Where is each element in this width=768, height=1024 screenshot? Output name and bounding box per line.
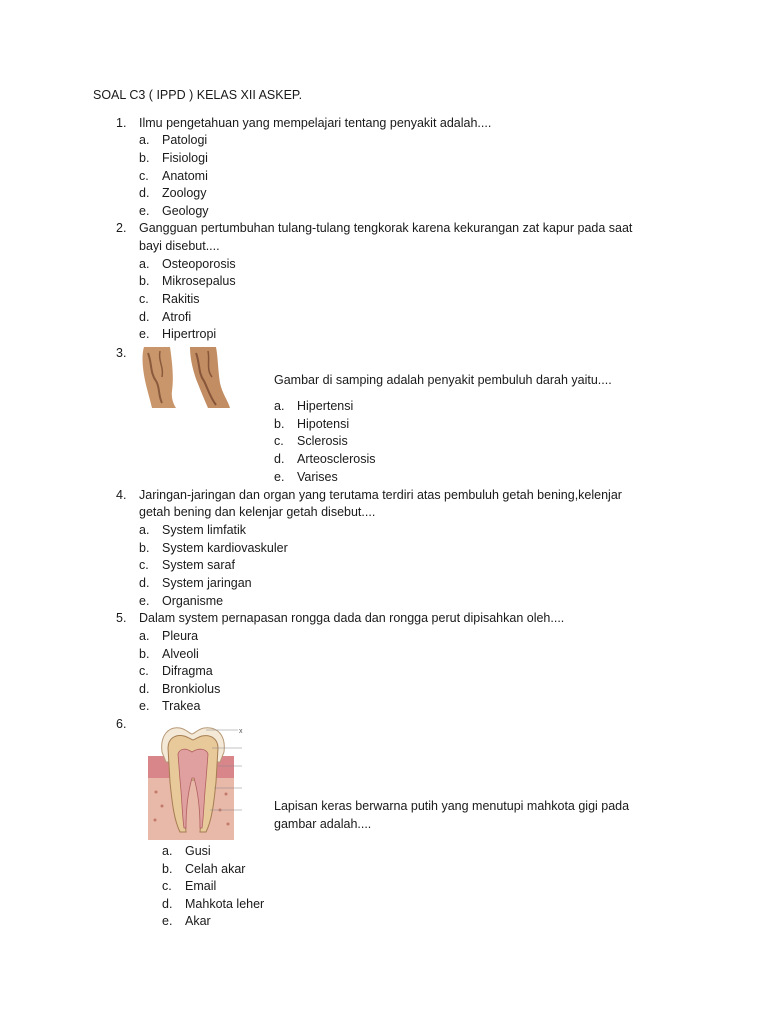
q3-option-c-letter: c. — [274, 434, 284, 448]
q3-option-e: Varises — [297, 470, 338, 484]
q2-option-a: Osteoporosis — [162, 257, 236, 271]
question-2-text-line2: bayi disebut.... — [139, 239, 220, 253]
q1-option-d: Zoology — [162, 186, 207, 200]
q6-option-c-letter: c. — [162, 879, 172, 893]
q5-option-c-letter: c. — [139, 664, 149, 678]
q5-option-d: Bronkiolus — [162, 682, 221, 696]
q1-option-a: Patologi — [162, 133, 208, 147]
q4-option-e: Organisme — [162, 594, 224, 608]
q5-option-b: Alveoli — [162, 647, 199, 661]
q1-option-c: Anatomi — [162, 169, 208, 183]
question-6-text-line2: gambar adalah.... — [274, 817, 372, 831]
q4-option-d-letter: d. — [139, 576, 150, 590]
figure-label-x: x — [239, 728, 243, 735]
q6-option-a-letter: a. — [162, 844, 173, 858]
q3-option-d-letter: d. — [274, 452, 285, 466]
question-1-text: Ilmu pengetahuan yang mempelajari tentang penyakit adalah.... — [139, 116, 492, 130]
q1-option-b-letter: b. — [139, 151, 150, 165]
q5-option-e-letter: e. — [139, 699, 150, 713]
varicose-legs-image — [130, 347, 232, 408]
q3-option-d: Arteosclerosis — [297, 452, 376, 466]
q2-option-e-letter: e. — [139, 327, 150, 341]
tooth-cross-section-image — [146, 722, 246, 840]
question-4-text-line1: Jaringan-jaringan dan organ yang terutama terdiri atas pembuluh getah bening,kelenjar — [139, 488, 622, 502]
q4-option-c: System saraf — [162, 558, 235, 572]
q6-option-e-letter: e. — [162, 914, 173, 928]
q3-option-a: Hipertensi — [297, 399, 354, 413]
q3-option-e-letter: e. — [274, 470, 285, 484]
q6-option-d: Mahkota leher — [185, 897, 265, 911]
q1-option-e: Geology — [162, 204, 209, 218]
question-6-text-line1: Lapisan keras berwarna putih yang menutupi mahkota gigi pada — [274, 799, 630, 813]
q5-option-d-letter: d. — [139, 682, 150, 696]
question-3-number: 3. — [116, 346, 127, 360]
question-3-text: Gambar di samping adalah penyakit pembuluh darah yaitu.... — [274, 373, 612, 387]
question-2-text-line1: Gangguan pertumbuhan tulang-tulang tengkorak karena kekurangan zat kapur pada saat — [139, 221, 633, 235]
q6-option-d-letter: d. — [162, 897, 173, 911]
q4-option-a: System limfatik — [162, 523, 247, 537]
q4-option-d: System jaringan — [162, 576, 252, 590]
q6-option-b: Celah akar — [185, 862, 246, 876]
q2-option-e: Hipertropi — [162, 327, 217, 341]
q4-option-a-letter: a. — [139, 523, 150, 537]
question-4-text-line2: getah bening dan kelenjar getah disebut.... — [139, 505, 376, 519]
q2-option-c-letter: c. — [139, 292, 149, 306]
q3-option-b-letter: b. — [274, 417, 285, 431]
q6-option-a: Gusi — [185, 844, 211, 858]
q4-option-b: System kardiovaskuler — [162, 541, 288, 555]
q1-option-a-letter: a. — [139, 133, 150, 147]
q5-option-e: Trakea — [162, 699, 201, 713]
q2-option-c: Rakitis — [162, 292, 200, 306]
page-title: SOAL C3 ( IPPD ) KELAS XII ASKEP. — [93, 88, 303, 102]
question-2-number: 2. — [116, 221, 127, 235]
q4-option-b-letter: b. — [139, 541, 150, 555]
q3-option-b: Hipotensi — [297, 417, 350, 431]
q3-option-c: Sclerosis — [297, 434, 348, 448]
q5-option-a-letter: a. — [139, 629, 150, 643]
question-5-text: Dalam system pernapasan rongga dada dan rongga perut dipisahkan oleh.... — [139, 611, 565, 625]
q4-option-e-letter: e. — [139, 594, 150, 608]
question-5-number: 5. — [116, 611, 127, 625]
question-4-number: 4. — [116, 488, 127, 502]
q6-option-c: Email — [185, 879, 217, 893]
q2-option-b-letter: b. — [139, 274, 150, 288]
q6-option-b-letter: b. — [162, 862, 173, 876]
q2-option-d-letter: d. — [139, 310, 150, 324]
q2-option-b: Mikrosepalus — [162, 274, 236, 288]
question-1-number: 1. — [116, 116, 127, 130]
question-6-number: 6. — [116, 717, 127, 731]
q6-option-e: Akar — [185, 914, 211, 928]
q2-option-a-letter: a. — [139, 257, 150, 271]
q1-option-c-letter: c. — [139, 169, 149, 183]
q5-option-c: Difragma — [162, 664, 213, 678]
q5-option-a: Pleura — [162, 629, 199, 643]
q2-option-d: Atrofi — [162, 310, 192, 324]
q4-option-c-letter: c. — [139, 558, 149, 572]
q3-option-a-letter: a. — [274, 399, 285, 413]
q1-option-b: Fisiologi — [162, 151, 208, 165]
q1-option-d-letter: d. — [139, 186, 150, 200]
q1-option-e-letter: e. — [139, 204, 150, 218]
q5-option-b-letter: b. — [139, 647, 150, 661]
